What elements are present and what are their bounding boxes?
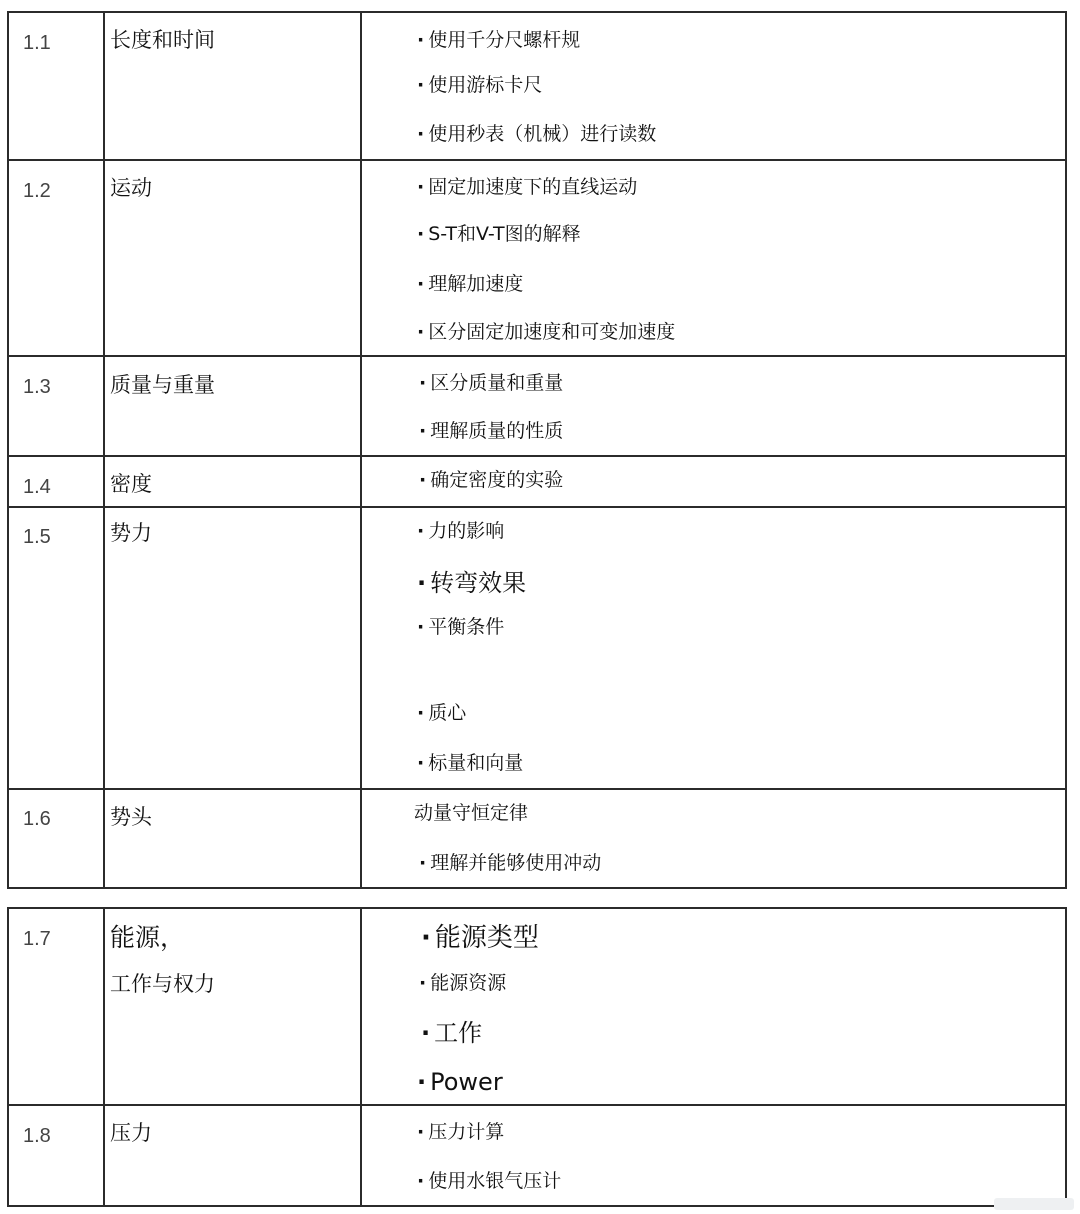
- syllabus-item: · Power: [417, 1070, 503, 1094]
- row-divider: [9, 788, 1065, 790]
- section-topic: 势头: [110, 805, 152, 829]
- syllabus-item: · 力的影响: [417, 522, 504, 541]
- syllabus-item: · 能源类型: [421, 925, 539, 951]
- syllabus-item: · 工作: [421, 1021, 482, 1045]
- row-divider: [9, 1104, 1065, 1106]
- syllabus-item: 动量守恒定律: [414, 802, 529, 824]
- syllabus-item: · 使用秒表（机械）进行读数: [417, 125, 656, 144]
- syllabus-item: · 使用游标卡尺: [417, 76, 542, 95]
- syllabus-item: · 理解质量的性质: [419, 422, 563, 441]
- syllabus-item: · 平衡条件: [417, 618, 504, 637]
- row-divider: [9, 506, 1065, 508]
- syllabus-item: · 区分固定加速度和可变加速度: [417, 323, 675, 342]
- syllabus-item: · 转弯效果: [417, 571, 526, 595]
- syllabus-table-part-1: [7, 11, 1067, 889]
- syllabus-item: · 质心: [417, 704, 466, 723]
- syllabus-item: · 固定加速度下的直线运动: [417, 178, 637, 197]
- section-topic: 质量与重量: [110, 373, 215, 397]
- syllabus-item: · 理解并能够使用冲动: [419, 854, 601, 873]
- section-topic: 密度: [110, 472, 152, 496]
- section-topic: 势力: [110, 521, 152, 545]
- section-number: 1.2: [23, 180, 51, 202]
- column-divider: [103, 909, 105, 1205]
- section-topic: 工作与权力: [110, 972, 215, 996]
- syllabus-item: · 理解加速度: [417, 275, 523, 294]
- syllabus-item: · 确定密度的实验: [419, 471, 563, 490]
- column-divider: [360, 13, 362, 887]
- section-number: 1.3: [23, 376, 51, 398]
- section-topic: 运动: [110, 176, 152, 200]
- section-number: 1.4: [23, 476, 51, 498]
- row-divider: [9, 455, 1065, 457]
- section-topic: 能源，: [110, 923, 186, 952]
- syllabus-item: · 使用千分尺螺杆规: [417, 31, 580, 50]
- section-number: 1.7: [23, 928, 51, 950]
- watermark-mark: [994, 1198, 1074, 1210]
- syllabus-item: · 区分质量和重量: [419, 374, 563, 393]
- syllabus-item: · 压力计算: [417, 1123, 504, 1142]
- section-topic: 压力: [110, 1121, 152, 1145]
- row-divider: [9, 355, 1065, 357]
- syllabus-item: · S-T和V-T图的解释: [417, 225, 581, 244]
- syllabus-item: · 标量和向量: [417, 754, 523, 773]
- syllabus-item: · 能源资源: [419, 974, 506, 993]
- section-number: 1.1: [23, 32, 51, 54]
- section-number: 1.8: [23, 1125, 51, 1147]
- column-divider: [103, 13, 105, 887]
- section-number: 1.5: [23, 526, 51, 548]
- section-topic: 长度和时间: [110, 28, 215, 52]
- syllabus-table-part-2: [7, 907, 1067, 1207]
- column-divider: [360, 909, 362, 1205]
- row-divider: [9, 159, 1065, 161]
- syllabus-item: · 使用水银气压计: [417, 1172, 561, 1191]
- section-number: 1.6: [23, 808, 51, 830]
